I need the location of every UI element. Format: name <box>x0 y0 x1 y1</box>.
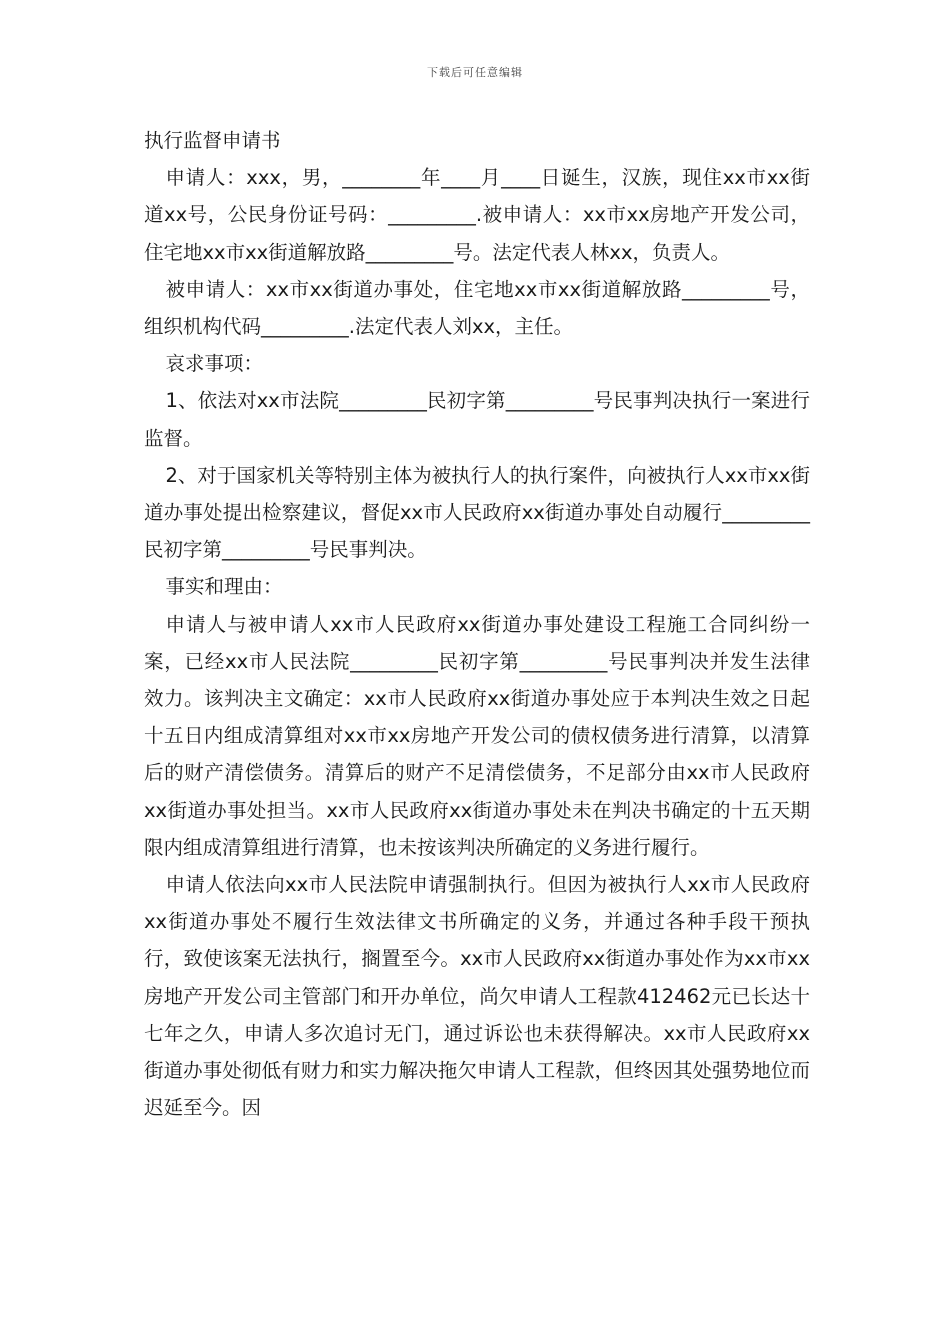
document-body <box>144 122 810 1126</box>
paragraph-facts-heading: 事实和理由： <box>165 575 283 599</box>
document-title: 执行监督申请书 <box>144 129 281 152</box>
paragraph-applicant-info: 申请人：xxx，男，________年____月____日诞生，汉族，现住xx市xx街道xx号，公民身份证号码：_________.被申请人：xx市xx房地产开发公司，住宅地xx市xx街道解放路_________号。法定代表人林xx，负责人。 <box>144 166 810 264</box>
paragraph-respondent-info: 被申请人：xx市xx街道办事处，住宅地xx市xx街道解放路_________号，组织机构代码_________.法定代表人刘xx，主任。 <box>144 277 810 339</box>
paragraph-facts-1: 申请人与被申请人xx市人民政府xx街道办事处建设工程施工合同纠纷一案，已经xx市人民法院_________民初字第_________号民事判决并发生法律效力。该判决主文确定：xx市人民政府xx街道办事处应于本判决生效之日起十五日内组成清算组对xx市xx房地产开发公司的债权债务进行清算，以清算后的财产清偿债务。清算后的财产不足清偿债务，不足部分由xx市人民政府xx街道办事处担当。xx市人民政府xx街道办事处未在判决书确定的十五天期限内组成清算组进行清算，也未按该判决所确定的义务进行履行。 <box>144 612 810 859</box>
paragraph-request-2: 2、对于国家机关等特别主体为被执行人的执行案件，向被执行人xx市xx街道办事处提出检察建议，督促xx市人民政府xx街道办事处自动履行_________民初字第_________号民事判决。 <box>144 463 810 562</box>
paragraph-requests-heading: 哀求事项： <box>165 352 263 376</box>
paragraph-facts-2: 申请人依法向xx市人民法院申请强制执行。但因为被执行人xx市人民政府xx街道办事处不履行生效法律文书所确定的义务，并通过各种手段干预执行，致使该案无法执行，搁置至今。xx市人民政府xx街道办事处作为xx市xx房地产开发公司主管部门和开办单位，尚欠申请人工程款412462元已长达十七年之久，申请人多次追讨无门，通过诉讼也未获得解决。xx市人民政府xx街道办事处彻低有财力和实力解决拖欠申请人工程款，但终因其处强势地位而迟延至今。因 <box>144 873 810 1120</box>
paragraph-request-1: 1、依法对xx市法院_________民初字第_________号民事判决执行一案进行监督。 <box>144 389 810 450</box>
header-note: 下载后可任意编辑 <box>427 66 523 79</box>
